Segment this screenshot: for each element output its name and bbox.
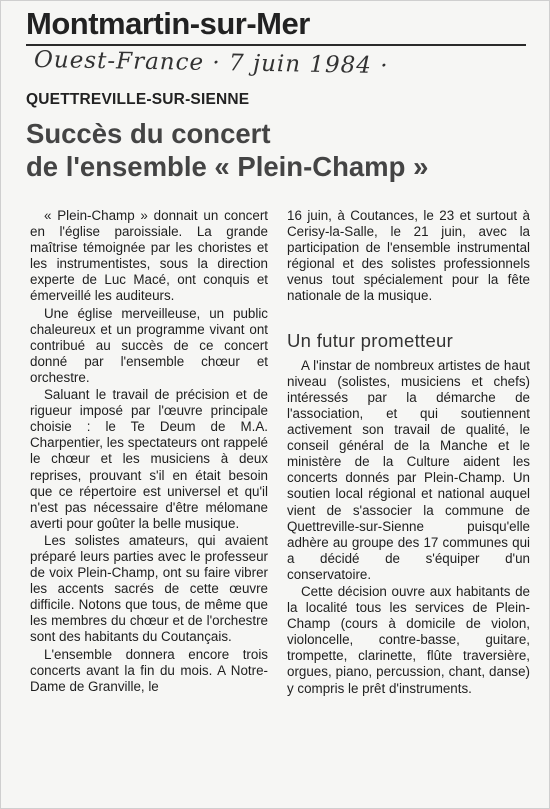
article-headline (26, 117, 428, 183)
handwritten-source-note: Ouest-France · 7 juin 1984 · (33, 46, 389, 80)
article-column-left (30, 208, 268, 696)
masthead-title: Montmartin-sur-Mer (26, 6, 310, 41)
paragraph: L'ensemble donnera encore trois concerts avant la fin du mois. A Notre-Dame de Granville, le (30, 646, 268, 694)
paragraph-continued: 16 juin, à Coutances, le 23 et surtout à Cerisy-la-Salle, le 21 juin, avec la participation de l'ensemble instrumental régional et des solistes professionnels venus tout spécialement pour la fête nationale de la musique. (287, 208, 530, 304)
paragraph: A l'instar de nombreux artistes de haut niveau (solistes, musiciens et chefs) intéressés par la démarche de l'association, et qui soutiennent activement son travail de qualité, le conseil général de la Manche et le ministère de la Culture aident les concerts donnés par Plein-Champ. Un soutien local régional et national auquel vient de s'associer la commune de Quettreville-sur-Sienne puisqu'elle adhère au groupe des 17 communes qui a décidé de s'équiper d'un conservatoire. (287, 357, 530, 582)
paragraph: Saluant le travail de précision et de rigueur imposé par l'œuvre principale choisie : le Te Deum de M.A. Charpentier, les spectateurs ont rappelé le chœur et les musiciens à deux reprises, prouvant s'il en était besoin que ce répertoire est universel et qu'il n'est pas nécessaire d'être mélomane averti pour goûter la belle musique. (30, 387, 268, 531)
paragraph: Cette décision ouvre aux habitants de la localité tous les services de Plein-Champ (cours à domicile de violon, violoncelle, contre-basse, guitare, trompette, clarinette, flûte traversière, orgues, piano, percussion, chant, danse) y compris le prêt d'instruments. (287, 583, 530, 696)
paragraph: Les solistes amateurs, qui avaient préparé leurs parties avec le professeur de voix Plein-Champ, ont su faire vibrer les accents sacrés de cette œuvre difficile. Notons que tous, de même que les membres du chœur et de l'orchestre sont des habitants du Coutançais. (30, 532, 268, 645)
dateline-town: QUETTREVILLE-SUR-SIENNE (26, 91, 250, 108)
article-column-right (287, 208, 530, 698)
masthead-rule (26, 44, 526, 46)
headline-line-1: Succès du concert (26, 118, 271, 149)
section-subhead: Un futur prometteur (287, 329, 454, 351)
paragraph: Une église merveilleuse, un public chaleureux et un programme vivant ont contribué au succès de ce concert donné par l'ensemble chœur et orchestre. (30, 305, 268, 385)
headline-line-2: de l'ensemble « Plein-Champ » (26, 151, 429, 182)
paragraph: « Plein-Champ » donnait un concert en l'église paroissiale. La grande maîtrise témoignée par les choristes et les instrumentistes, sous la direction experte de Luc Macé, ont conquis et émerveillé les auditeurs. (30, 208, 268, 304)
